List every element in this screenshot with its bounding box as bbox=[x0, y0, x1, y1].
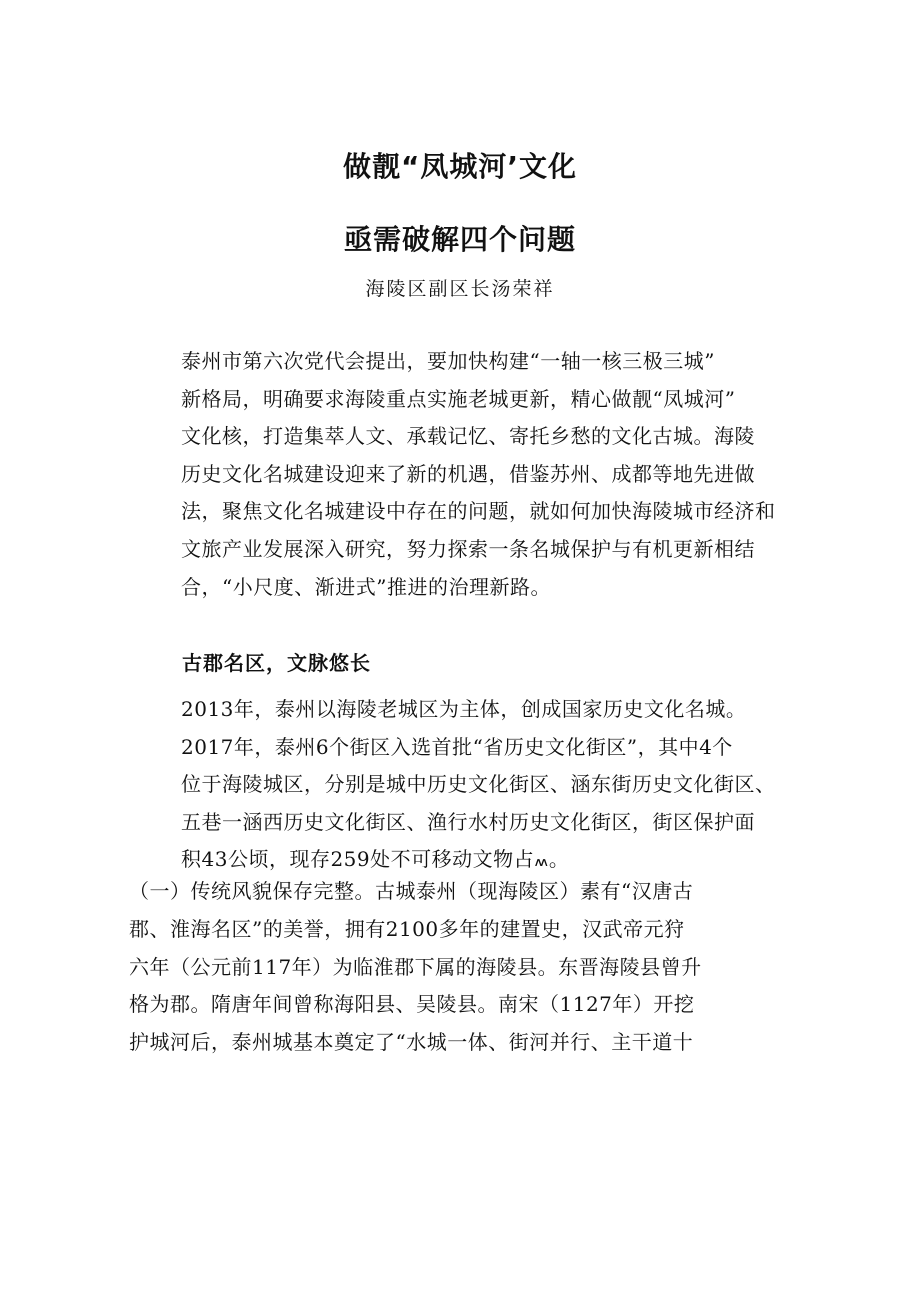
paragraph-line: 格为郡。隋唐年间曾称海阳县、吴陵县。南宋（1127年）开挖 bbox=[129, 992, 695, 1017]
paragraph-line: 位于海陵城区，分别是城中历史文化街区、涵东街历史文化街区、 bbox=[181, 772, 776, 797]
paragraph-line: （一）传统风貌保存完整。古城泰州（现海陵区）素有“汉唐古 bbox=[129, 879, 694, 903]
paragraph-line: 郡、淮海名区”的美誉，拥有2100多年的建置史，汉武帝元狩 bbox=[129, 916, 685, 941]
paragraph-line: 文化核，打造集萃人文、承载记忆、寄托乡愁的文化古城。海陵 bbox=[181, 424, 755, 449]
paragraph-line: 法，聚焦文化名城建设中存在的问题，就如何加快海陵城市经济和 bbox=[181, 499, 776, 524]
paragraph-line: 合，“小尺度、渐进式”推进的治理新路。 bbox=[181, 574, 551, 599]
author-byline: 海陵区副区长汤荣祥 bbox=[365, 278, 555, 300]
document-title-line-1: 做靓“凤城河’文化 bbox=[342, 150, 578, 183]
paragraph-intro bbox=[137, 343, 793, 606]
paragraph-line: 五巷一涵西历史文化街区、渔行水村历史文化街区，街区保护面 bbox=[181, 809, 755, 834]
paragraph-line: 历史文化名城建设迎来了新的机遇，借鉴苏州、成都等地先进做 bbox=[181, 461, 755, 486]
paragraph-line: 泰州市第六次党代会提出，要加快构建“一轴一核三极三城” bbox=[181, 349, 715, 373]
paragraph-line: 积43公顷，现存259处不可移动文物占៳。 bbox=[181, 847, 570, 872]
paragraph-line: 六年（公元前117年）为临淮郡下属的海陵县。东晋海陵县曾升 bbox=[129, 954, 702, 979]
paragraph-traditional-style bbox=[129, 873, 793, 1062]
paragraph-line: 2017年，泰州6个街区入选首批“省历史文化街区”，其中4个 bbox=[181, 734, 733, 759]
section-heading: 古郡名区，文脉悠长 bbox=[182, 651, 371, 675]
paragraph-line: 护城河后，泰州城基本奠定了“水城一体、街河并行、主干道十 bbox=[129, 1030, 694, 1055]
paragraph-history bbox=[137, 691, 793, 879]
paragraph-line: 文旅产业发展深入研究，努力探索一条名城保护与有机更新相结 bbox=[181, 536, 755, 561]
paragraph-line: 2013年，泰州以海陵老城区为主体，创成国家历史文化名城。 bbox=[181, 697, 747, 721]
document-title-line-2: 亟需破解四个问题 bbox=[343, 223, 576, 256]
paragraph-line: 新格局，明确要求海陵重点实施老城更新，精心做靓“凤城河” bbox=[181, 386, 736, 411]
